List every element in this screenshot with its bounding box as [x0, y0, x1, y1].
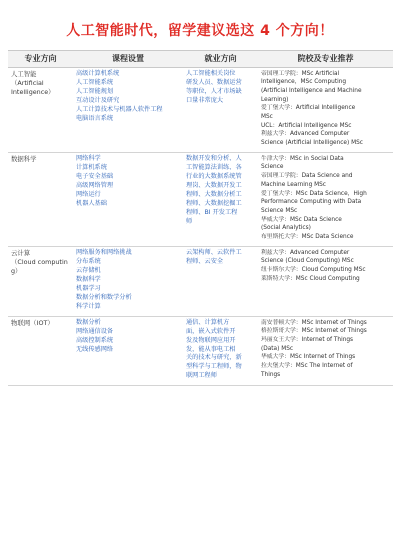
employment-line: 联网工程师	[186, 372, 217, 380]
employment-line: 通信、计算机方	[186, 318, 230, 326]
schools-cell	[258, 152, 393, 246]
schools-line: Science (Cloud Computing) MSc	[261, 258, 354, 265]
schools-line: 拉夫堡大学：MSc The Internet of	[261, 362, 353, 369]
schools-line: Intelligence，MSc Computing	[261, 79, 347, 86]
courses-line: 机器人基础	[76, 199, 107, 207]
direction-cell	[8, 246, 73, 316]
schools-line: Performance Computing with Data	[261, 199, 362, 206]
table-row	[8, 67, 393, 152]
recommendation-table	[8, 50, 393, 386]
direction-line: （Artificial	[11, 78, 44, 87]
employment-line: 理岗、大数据开发工	[186, 181, 242, 189]
courses-cell	[73, 246, 183, 316]
schools-line: 纽卡斯尔大学：Cloud Computing MSc	[261, 267, 366, 274]
schools-line: Science	[261, 164, 284, 171]
schools-line: 南安普顿大学：MSc Internet of Things	[261, 319, 367, 326]
employment-line: 研发人员、数据运营	[186, 78, 242, 86]
page-title: 人工智能时代，留学建议选这 4 个方向！	[66, 23, 334, 39]
employment-line: 程师、大数据挖掘工	[186, 199, 242, 207]
schools-line: 布里斯托大学：MSc Data Science	[261, 233, 354, 240]
schools-line: Science MSc	[261, 207, 298, 214]
employment-line: 程师、大数据分析工	[186, 190, 242, 198]
courses-line: 分布系统	[76, 257, 101, 265]
schools-cell	[258, 316, 393, 386]
courses-line: 网络通信设备	[76, 327, 114, 335]
employment-line: 行业的大数据系统管	[186, 172, 242, 180]
schools-line: Things	[261, 371, 281, 378]
schools-line: Machine Learning MSc	[261, 181, 326, 188]
courses-line: 科学计算	[76, 302, 101, 310]
schools-line: 玛丽女王大学：Internet of Things	[261, 336, 354, 343]
employment-line: 工智能算法训练、各	[186, 163, 242, 171]
courses-line: 高级控制系统	[76, 336, 114, 344]
employment-line: 师	[186, 217, 193, 225]
courses-line: 高级网络管理	[76, 181, 114, 189]
schools-cell	[258, 67, 393, 152]
employment-line: 面，嵌入式软件开	[186, 327, 236, 335]
courses-line: 人工智能系统	[76, 78, 114, 86]
schools-line: 利兹大学：Advanced Computer	[261, 131, 350, 138]
table-row	[8, 316, 393, 386]
direction-line: （Cloud computing）	[11, 257, 68, 276]
schools-line: UCL：Artificial Intelligence MSc	[261, 122, 352, 129]
table-row	[8, 246, 393, 316]
direction-line: 数据科学	[11, 154, 37, 163]
courses-line: 云存储机	[76, 266, 101, 274]
courses-line: 网络服务和网络挑战	[76, 248, 132, 256]
schools-line: (Artificial Intelligence and Machine	[261, 87, 362, 94]
schools-line: 牛津大学：MSc in Social Data	[261, 155, 344, 162]
courses-line: 数据分析和数学分析	[76, 293, 132, 301]
courses-line: 人工计算技术与机器人软件工程	[76, 105, 163, 113]
schools-line: MSc	[261, 114, 273, 121]
header-employment: 就业方向	[183, 51, 258, 68]
schools-cell	[258, 246, 393, 316]
employment-line: 型科学与工程师，物	[186, 363, 242, 371]
employment-line: 云架构师、云软件工	[186, 248, 242, 256]
employment-line: 程师、BI 开发工程	[186, 208, 238, 216]
courses-line: 互动设计及研究	[76, 96, 120, 104]
schools-line: 爱丁堡大学：Artificial Intelligence	[261, 105, 356, 112]
direction-line: Intelligence）	[11, 88, 55, 97]
employment-line: 等职位，人才市场缺	[186, 87, 242, 95]
courses-line: 电子安全基础	[76, 172, 114, 180]
header-direction: 专业方向	[8, 51, 73, 68]
employment-cell	[183, 246, 258, 316]
schools-line: 帝国理工学院：Data Science and	[261, 173, 353, 180]
courses-cell	[73, 152, 183, 246]
courses-line: 人工智能规划	[76, 87, 114, 95]
direction-cell	[8, 316, 73, 386]
courses-line: 计算机系统	[76, 163, 107, 171]
courses-line: 网络运行	[76, 190, 101, 198]
employment-line: 发及物联网应用开	[186, 336, 236, 344]
direction-cell	[8, 152, 73, 246]
direction-line: 物联网（IOT）	[11, 318, 54, 327]
header-schools: 院校及专业推荐	[258, 51, 393, 68]
schools-line: (Social Analytics)	[261, 225, 311, 232]
employment-line: 关的技术与研究，新	[186, 354, 242, 362]
table-header-row	[8, 51, 393, 68]
table-body	[8, 67, 393, 386]
header-courses: 课程设置	[73, 51, 183, 68]
courses-line: 电脑语言系统	[76, 114, 114, 122]
courses-cell	[73, 316, 183, 386]
schools-line: 帝国理工学院：MSc Artificial	[261, 70, 340, 77]
courses-line: 高级计算机系统	[76, 69, 120, 77]
schools-line: 莱斯特大学：MSc Cloud Computing	[261, 275, 360, 282]
courses-line: 机器学习	[76, 284, 101, 292]
courses-cell	[73, 67, 183, 152]
courses-line: 数据分析	[76, 318, 101, 326]
table-row	[8, 152, 393, 246]
employment-cell	[183, 152, 258, 246]
employment-line: 程师、云安全	[186, 257, 224, 265]
employment-line: 数据开发和分析、人	[186, 154, 242, 162]
schools-line: 华威大学：MSc Internet of Things	[261, 354, 356, 361]
employment-cell	[183, 316, 258, 386]
schools-line: Science (Artificial Intelligence) MSc	[261, 140, 363, 147]
schools-line: 利兹大学：Advanced Computer	[261, 249, 350, 256]
recommendation-table-wrap	[8, 50, 393, 386]
courses-line: 数据科学	[76, 275, 101, 283]
employment-cell	[183, 67, 258, 152]
schools-line: 格拉斯哥大学：MSc Internet of Things	[261, 328, 367, 335]
courses-line: 网络科学	[76, 154, 101, 162]
schools-line: 华威大学：MSc Data Science	[261, 216, 342, 223]
schools-line: Learning)	[261, 96, 289, 103]
courses-line: 无线传感网络	[76, 345, 114, 353]
schools-line: 爱丁堡大学：MSc Data Science，High	[261, 190, 367, 197]
schools-line: (Data) MSc	[261, 345, 294, 352]
employment-line: 发，能从事电工相	[186, 345, 236, 353]
employment-line: 口量非常庞大	[186, 96, 224, 104]
direction-line: 人工智能	[11, 69, 37, 78]
direction-line: 云计算	[11, 248, 31, 257]
employment-line: 人工智能相关岗位	[186, 69, 236, 77]
direction-cell	[8, 67, 73, 152]
